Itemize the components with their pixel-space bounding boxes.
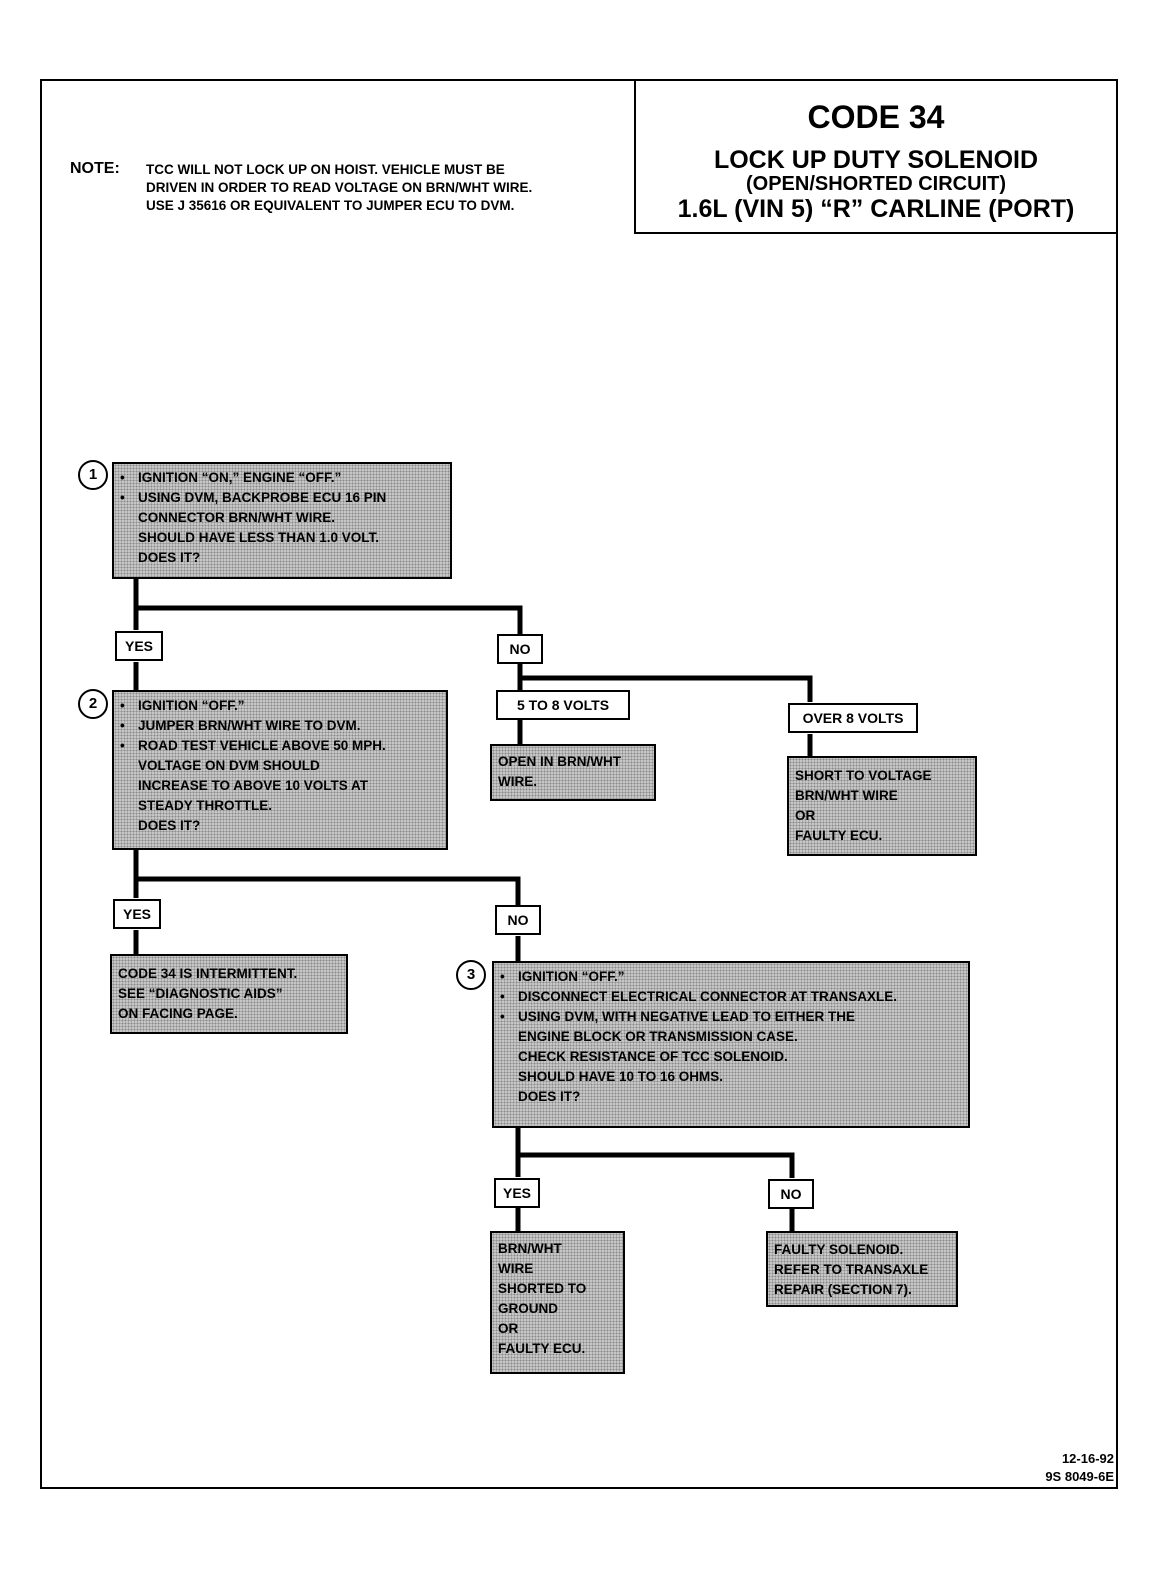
connector-step1-branch — [136, 578, 520, 634]
step2-item: • JUMPER BRN/WHT WIRE TO DVM. — [120, 718, 361, 733]
step2-line6: STEADY THROTTLE. — [138, 798, 273, 813]
intermittent-line: SEE “DIAGNOSTIC AIDS” — [118, 986, 283, 1001]
step2-bullet1: IGNITION “OFF.” — [138, 698, 245, 713]
shorted-ground-line: WIRE — [498, 1261, 534, 1276]
step2-bullet3: ROAD TEST VEHICLE ABOVE 50 MPH. — [138, 738, 386, 753]
shorted-ground-line: GROUND — [498, 1301, 558, 1316]
step3-line6: DOES IT? — [518, 1089, 581, 1104]
step1-item: • IGNITION “ON,” ENGINE “OFF.” — [120, 470, 342, 485]
step1-line3: SHOULD HAVE LESS THAN 1.0 VOLT. — [138, 530, 380, 545]
faulty-solenoid-line: FAULTY SOLENOID. — [774, 1242, 904, 1257]
title-code: CODE 34 — [807, 99, 945, 135]
five-to-eight-volts-label: 5 TO 8 VOLTS — [496, 690, 630, 720]
step1-line4: DOES IT? — [138, 550, 201, 565]
step2-item: • IGNITION “OFF.” — [120, 698, 245, 713]
short-voltage-line: OR — [795, 808, 816, 823]
title-block — [634, 79, 1118, 234]
footer — [1045, 1450, 1114, 1486]
step2-line4: VOLTAGE ON DVM SHOULD — [138, 758, 320, 773]
step1-bullet2b: CONNECTOR BRN/WHT WIRE. — [138, 510, 335, 525]
step2-number: 2 — [78, 689, 108, 719]
short-voltage-line: FAULTY ECU. — [795, 828, 883, 843]
shorted-ground-line: SHORTED TO — [498, 1281, 587, 1296]
over-eight-volts-label: OVER 8 VOLTS — [788, 703, 918, 733]
step2-yes-label: YES — [113, 899, 161, 929]
step3-bullet1: IGNITION “OFF.” — [518, 969, 625, 984]
result-short-to-voltage — [787, 756, 977, 856]
step3-line4: CHECK RESISTANCE OF TCC SOLENOID. — [518, 1049, 788, 1064]
step1-number: 1 — [78, 460, 108, 490]
footer-doc-id: 9S 8049-6E — [1045, 1469, 1114, 1484]
step3-bullet3a: USING DVM, WITH NEGATIVE LEAD TO EITHER THE — [518, 1009, 856, 1024]
step2-line7: DOES IT? — [138, 818, 201, 833]
step3-box — [492, 961, 970, 1128]
step2-box — [112, 690, 448, 850]
short-voltage-line: BRN/WHT WIRE — [795, 788, 898, 803]
footer-date: 12-16-92 — [1061, 1451, 1114, 1466]
step1-box — [112, 462, 452, 579]
connector-step3-branch — [518, 1127, 792, 1178]
step2-no-label: NO — [495, 905, 541, 935]
short-voltage-line: SHORT TO VOLTAGE — [795, 768, 932, 783]
result-faulty-solenoid — [766, 1231, 958, 1307]
result-shorted-to-ground — [490, 1231, 625, 1374]
title-line3: 1.6L (VIN 5) “R” CARLINE (PORT) — [677, 195, 1075, 223]
title-line1: LOCK UP DUTY SOLENOID — [713, 146, 1039, 174]
step3-bullet2: DISCONNECT ELECTRICAL CONNECTOR AT TRANSAXLE. — [518, 989, 898, 1004]
step1-bullet1: IGNITION “ON,” ENGINE “OFF.” — [138, 470, 342, 485]
step3-item: • IGNITION “OFF.” — [500, 969, 625, 984]
step2-bullet2: JUMPER BRN/WHT WIRE TO DVM. — [138, 718, 361, 733]
title-line2: (OPEN/SHORTED CIRCUIT) — [746, 173, 1006, 195]
result-intermittent — [110, 954, 348, 1034]
step2-item: • ROAD TEST VEHICLE ABOVE 50 MPH. — [120, 738, 386, 753]
faulty-solenoid-line: REFER TO TRANSAXLE — [774, 1262, 929, 1277]
note-text: TCC WILL NOT LOCK UP ON HOIST. VEHICLE MUST BE DRIVEN IN ORDER TO READ VOLTAGE ON BRN/WHT WIRE. USE J 35616 OR EQUIVALENT TO JUMPER ECU TO DVM. — [146, 162, 533, 213]
step3-item: • USING DVM, WITH NEGATIVE LEAD TO EITHER THE ENGINE BLOCK OR TRANSMISSION CASE. — [500, 1007, 962, 1047]
step1-bullet2a: USING DVM, BACKPROBE ECU 16 PIN — [138, 490, 387, 505]
note-label: NOTE: — [70, 160, 120, 177]
shorted-ground-line: OR — [498, 1321, 519, 1336]
connector-step2-branch — [136, 849, 518, 905]
step3-line5: SHOULD HAVE 10 TO 16 OHMS. — [518, 1069, 724, 1084]
intermittent-line: ON FACING PAGE. — [118, 1006, 238, 1021]
step3-yes-label: YES — [494, 1178, 540, 1208]
step1-no-label: NO — [497, 634, 543, 664]
step1-yes-label: YES — [115, 631, 163, 661]
open-wire-line: OPEN IN BRN/WHT — [498, 754, 621, 769]
step3-number: 3 — [456, 960, 486, 990]
step3-no-label: NO — [768, 1179, 814, 1209]
step3-item: • DISCONNECT ELECTRICAL CONNECTOR AT TRANSAXLE. — [500, 989, 898, 1004]
step3-bullet3b: ENGINE BLOCK OR TRANSMISSION CASE. — [518, 1029, 798, 1044]
faulty-solenoid-line: REPAIR (SECTION 7). — [774, 1282, 912, 1297]
step2-line5: INCREASE TO ABOVE 10 VOLTS AT — [138, 778, 369, 793]
shorted-ground-line: FAULTY ECU. — [498, 1341, 586, 1356]
open-wire-line: WIRE. — [498, 774, 537, 789]
shorted-ground-line: BRN/WHT — [498, 1241, 562, 1256]
result-open-wire — [490, 744, 656, 801]
step1-item: • USING DVM, BACKPROBE ECU 16 PIN CONNECTOR BRN/WHT WIRE. — [120, 488, 444, 528]
intermittent-line: CODE 34 IS INTERMITTENT. — [118, 966, 298, 981]
